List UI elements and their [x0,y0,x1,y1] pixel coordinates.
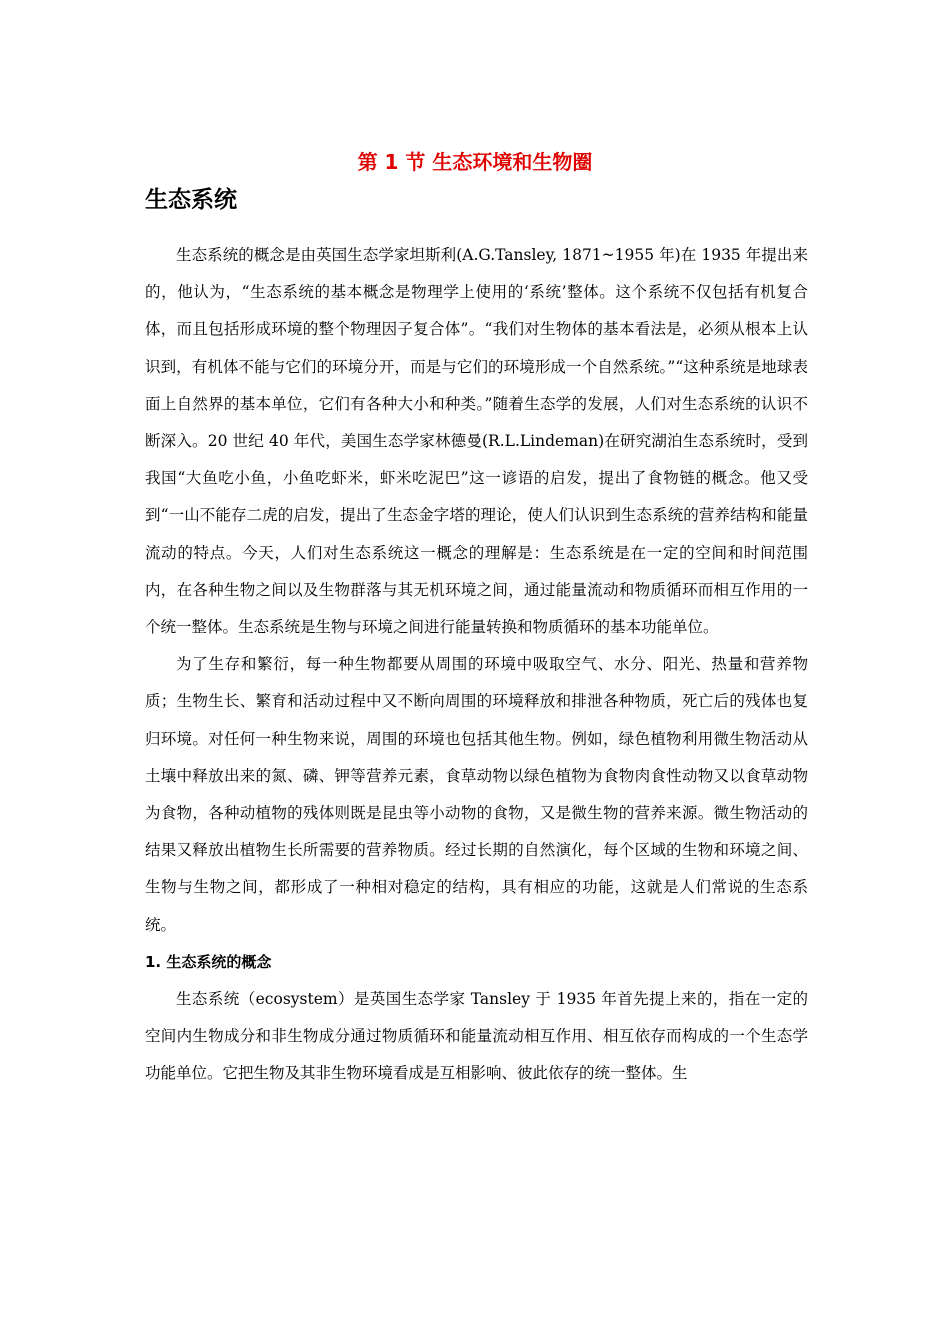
document-body [145,237,808,1093]
paragraph-1: 生态系统的概念是由英国生态学家坦斯利(A.G.Tansley, 1871~1955 年)在 1935 年提出来的，他认为，“生态系统的基本概念是物理学上使用的‘系统’整体。这个系统不仅包括有机复合体，而且包括形成环境的整个物理因子复合体”。“我们对生物体的基本看法是，必须从根本上认识到，有机体不能与它们的环境分开，而是与它们的环境形成一个自然系统。”“这种系统是地球表面上自然界的基本单位，它们有各种大小和种类。”随着生态学的发展，人们对生态系统的认识不断深入。20 世纪 40 年代，美国生态学家林德曼(R.L.Lindeman)在研究湖泊生态系统时，受到我国“大鱼吃小鱼，小鱼吃虾米，虾米吃泥巴”这一谚语的启发，提出了食物链的概念。他又受到“一山不能存二虎的启发，提出了生态金字塔的理论，使人们认识到生态系统的营养结构和能量流动的特点。今天，人们对生态系统这一概念的理解是：生态系统是在一定的空间和时间范围内，在各种生物之间以及生物群落与其无机环境之间，通过能量流动和物质循环而相互作用的一个统一整体。生态系统是生物与环境之间进行能量转换和物质循环的基本功能单位。 [145,246,808,637]
chapter-title: 第 1 节 生态环境和生物圈 [357,150,593,174]
paragraph-2: 为了生存和繁衍，每一种生物都要从周围的环境中吸取空气、水分、阳光、热量和营养物质；生物生长、繁育和活动过程中又不断向周围的环境释放和排泄各种物质，死亡后的残体也复归环境。对任何一种生物来说，周围的环境也包括其他生物。例如，绿色植物利用微生物活动从土壤中释放出来的氮、磷、钾等营养元素，食草动物以绿色植物为食物肉食性动物又以食草动物为食物，各种动植物的残体则既是昆虫等小动物的食物，又是微生物的营养来源。微生物活动的结果又释放出植物生长所需要的营养物质。经过长期的自然演化，每个区域的生物和环境之间、生物与生物之间，都形成了一种相对稳定的结构，具有相应的功能，这就是人们常说的生态系统。 [145,655,808,934]
section-heading: 生态系统 [145,187,237,213]
subheading-ecosystem-concept: 1. 生态系统的概念 [145,952,272,971]
paragraph-3: 生态系统（ecosystem）是英国生态学家 Tansley 于 1935 年首先提上来的，指在一定的空间内生物成分和非生物成分通过物质循环和能量流动相互作用、相互依存而构成的一个生态学功能单位。它把生物及其非生物环境看成是互相影响、彼此依存的统一整体。生 [145,990,808,1083]
